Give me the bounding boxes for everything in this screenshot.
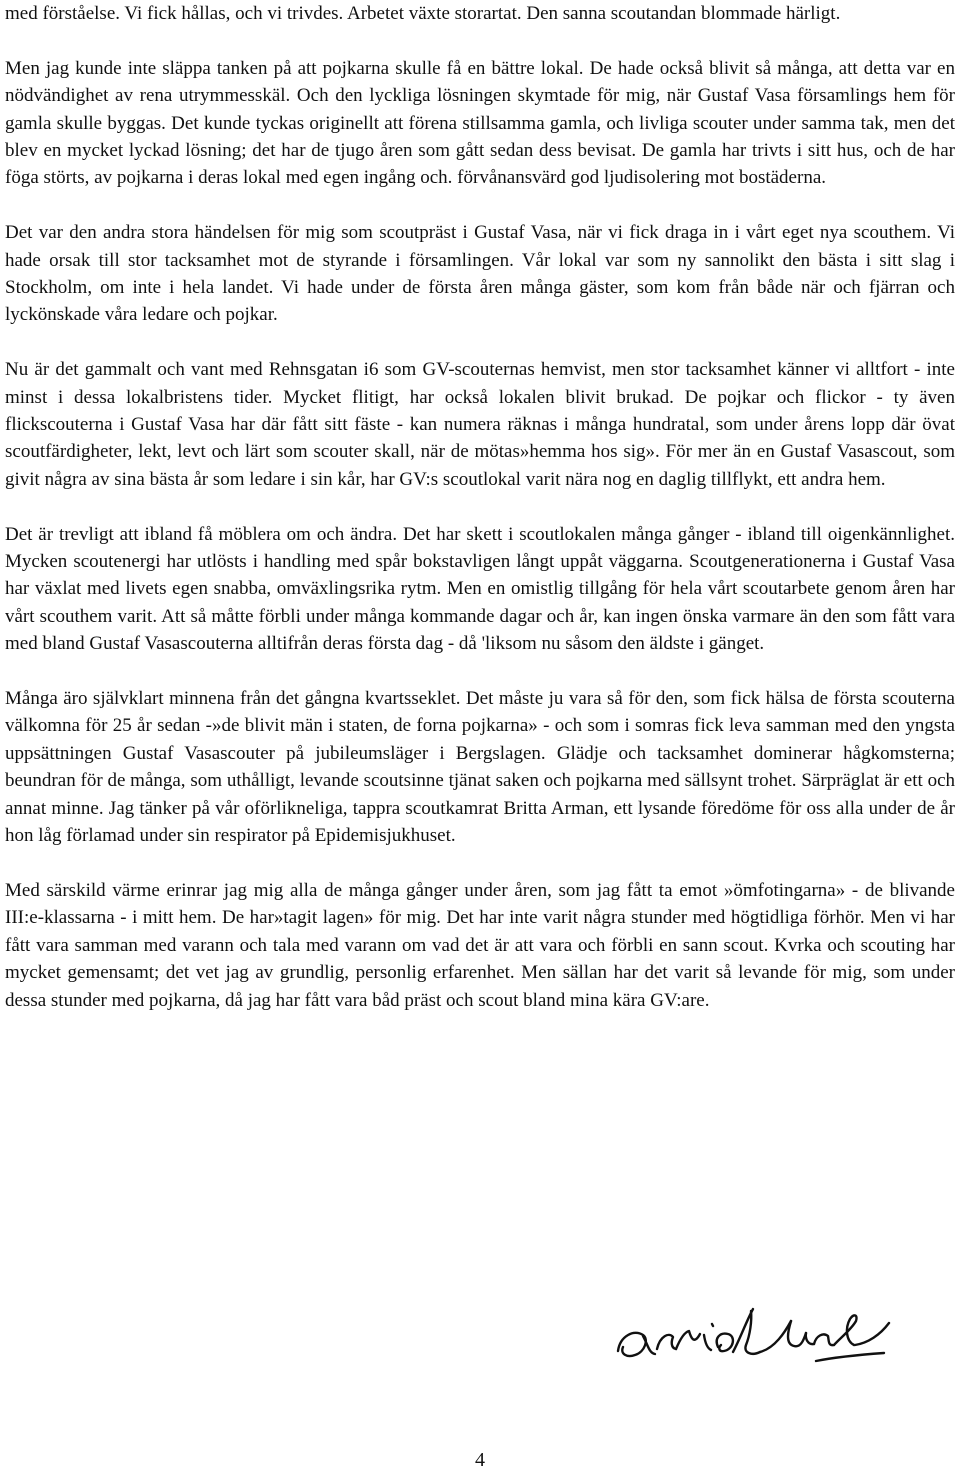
paragraph-1: med förståelse. Vi fick hållas, och vi trivdes. Arbetet växte storartat. Den sanna scoutandan blommade härligt. [5, 3, 841, 24]
paragraph-5: Det är trevligt att ibland få möblera om och ändra. Det har skett i scoutlokalen många gånger - ibland till oigenkännlighet. Mycken scoutenergi har utlösts i handling med spår bokstavligen långt uppåt väggarna. Scoutgenerationerna i Gustaf Vasa har växlat med livets egen snabba, omväxlingsrika rytm. Men en omistlig tillgång för hela vårt scoutarbete genom åren har vårt scouthem varit. Att så måtte förbli under många kommande dagar och år, kan ingen önska varmare än den som fått vara med bland Gustaf Vasascouterna alltifrån deras första dag - då 'liksom nu såsom den äldste i gänget. [5, 523, 955, 655]
paragraph-7: Med särskild värme erinrar jag mig alla de många gånger under åren, som jag fått ta emot »ömfotingarna» - de blivande III:e-klassarna - i mitt hem. De har»tagit lagen» för mig. Det har inte varit några stunder med högtidliga förhör. Men vi har fått vara samman med varann och tala med varann om vad det är att vara och förbli en sann scout. Kvrka och scouting har mycket gemensamt; det vet jag av grundlig, personlig erfarenhet. Men sällan har det varit så levande för mig, som under dessa stunder med pojkarna, då jag har fått vara båd präst och scout bland mina kära GV:are. [5, 879, 955, 1011]
paragraph-2: Men jag kunde inte släppa tanken på att pojkarna skulle få en bättre lokal. De hade också blivit så många, att detta var en nödvändighet av rena utrymmesskäl. Och den lyckliga lösningen skymtade för mig, när Gustaf Vasa församlings hem för gamla skulle byggas. Det kunde tyckas originellt att förena stillsamma gamla, och livliga scouter under samma tak, men det blev en mycket lyckad lösning; det har de tjugo åren som gått sedan dess bevisat. De gamla har trivts i sitt hus, och de har föga störts, av pojkarna i deras lokal med egen ingång och. förvånansvärd god ljudisolering mot bostäderna. [5, 57, 955, 189]
paragraph-6: Många äro självklart minnena från det gångna kvartsseklet. Det måste ju vara så för den, som fick hälsa de första scouterna välkomna för 25 år sedan -»de blivit män i staten, de forna pojkarna» - och som i somras fick leva samman med den yngsta uppsättningen Gustaf Vasascouter på jubileumsläger i Bergslagen. Glädje och tacksamhet dominerar hågkomsterna; beundran för de många, som uthålligt, levande scoutsinne tjänat saken och pojkarna med sällsynt trohet. Särpräglat är ett och annat minne. Jag tänker på vår oförlikneliga, tappra scoutkamrat Britta Arman, ett lysande föredöme för oss alla under de år hon låg förlamad under sin respirator på Epidemisjukhuset. [5, 688, 955, 847]
paragraph-3: Det var den andra stora händelsen för mig som scoutpräst i Gustaf Vasa, när vi fick draga in i vårt eget nya scouthem. Vi hade orsak till stor tacksamhet mot de styrande i församlingen. Vår lokal var som ny sannolikt den bästa i sitt slag i Stockholm, om inte i hela landet. Vi hade under de första åren många gäster, som kom från både när och fjärran och lyckönskade våra ledare och pojkar. [5, 222, 955, 326]
paragraph-4: Nu är det gammalt och vant med Rehnsgatan i6 som GV-scouternas hemvist, men stor tacksamhet känner vi alltfort - inte minst i dessa lokalbristens tider. Mycket flitigt, har också lokalen blivit brukad. De pojkar och flickor - ty även flickscouterna i Gustaf Vasa har där fått sitt fäste - kan numera räknas i många hundratal, som under årens lopp där övat scoutfärdigheter, lekt, levt och lärt som scouter skall, när de mötas»hemma hos sig». För mer än en Gustaf Vasascout, som givit några av sina bästa år som ledare i sin kår, har GV:s scoutlokal varit nära nog en daglig tillflykt, ett andra hem. [5, 359, 955, 490]
handwritten-signature [610, 1305, 900, 1377]
body-text [5, 0, 955, 1014]
signature-drawing [610, 1305, 900, 1377]
page-number: 4 [475, 1449, 485, 1471]
